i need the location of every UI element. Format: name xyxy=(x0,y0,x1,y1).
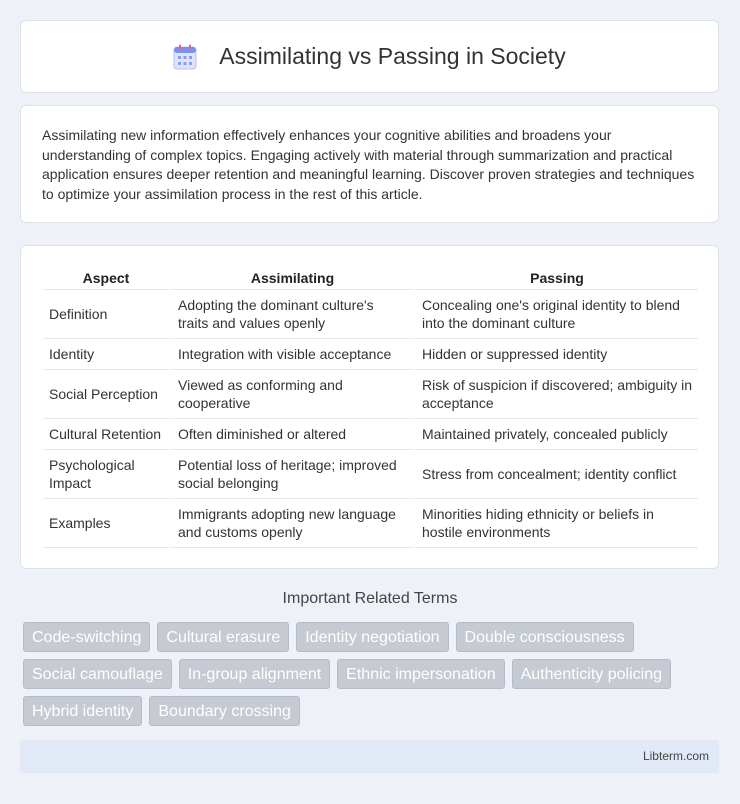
related-term-tag[interactable]: Double consciousness xyxy=(456,622,634,652)
header-assimilating: Assimilating xyxy=(169,268,413,290)
row-passing: Stress from concealment; identity conflict xyxy=(413,450,698,499)
related-term-tag[interactable]: Boundary crossing xyxy=(149,696,300,726)
table-row xyxy=(43,499,698,548)
comparison-table-card xyxy=(20,245,719,569)
row-passing: Maintained privately, concealed publicly xyxy=(413,419,698,450)
related-term-tag[interactable]: Ethnic impersonation xyxy=(337,659,504,689)
related-term-tag[interactable]: Cultural erasure xyxy=(157,622,289,652)
table-header-row xyxy=(43,268,698,290)
row-assimilating: Often diminished or altered xyxy=(169,419,413,450)
row-passing: Minorities hiding ethnicity or beliefs in hostile environments xyxy=(413,499,698,548)
row-assimilating: Immigrants adopting new language and customs openly xyxy=(169,499,413,548)
related-term-tag[interactable]: Hybrid identity xyxy=(23,696,142,726)
intro-card xyxy=(20,105,719,223)
table-row xyxy=(43,419,698,450)
page-title: Assimilating vs Passing in Society xyxy=(219,43,566,69)
related-term-tag[interactable]: Social camouflage xyxy=(23,659,172,689)
table-row xyxy=(43,339,698,370)
row-passing: Risk of suspicion if discovered; ambiguity in acceptance xyxy=(413,370,698,419)
row-aspect: Social Perception xyxy=(43,370,169,419)
row-assimilating: Integration with visible acceptance xyxy=(169,339,413,370)
table-row xyxy=(43,290,698,339)
related-term-tag[interactable]: Authenticity policing xyxy=(512,659,671,689)
header-card xyxy=(20,20,719,93)
calendar-icon xyxy=(173,44,197,70)
row-aspect: Examples xyxy=(43,499,169,548)
row-aspect: Definition xyxy=(43,290,169,339)
related-term-tag[interactable]: Identity negotiation xyxy=(296,622,448,652)
header-aspect: Aspect xyxy=(43,268,169,290)
header-passing: Passing xyxy=(413,268,698,290)
row-assimilating: Potential loss of heritage; improved social belonging xyxy=(169,450,413,499)
related-terms-title: Important Related Terms xyxy=(282,590,458,607)
row-aspect: Identity xyxy=(43,339,169,370)
intro-text: Assimilating new information effectively enhances your cognitive abilities and broadens your understanding of complex topics. Engaging actively with material through summarization and practical application ensures deeper retention and meaningful learning. Discover proven strategies and techniques to optimize your assimilation process in the rest of this article. xyxy=(42,127,695,202)
row-assimilating: Viewed as conforming and cooperative xyxy=(169,370,413,419)
row-assimilating: Adopting the dominant culture's traits and values openly xyxy=(169,290,413,339)
row-aspect: Psychological Impact xyxy=(43,450,169,499)
footer xyxy=(20,740,719,773)
footer-site-link[interactable]: Libterm.com xyxy=(642,749,709,763)
related-term-tag[interactable]: Code-switching xyxy=(23,622,150,652)
table-row xyxy=(43,450,698,499)
row-passing: Hidden or suppressed identity xyxy=(413,339,698,370)
related-term-tag[interactable]: In-group alignment xyxy=(179,659,330,689)
row-aspect: Cultural Retention xyxy=(43,419,169,450)
table-row xyxy=(43,370,698,419)
comparison-table xyxy=(43,268,698,548)
row-passing: Concealing one's original identity to blend into the dominant culture xyxy=(413,290,698,339)
related-terms-list xyxy=(23,622,713,726)
